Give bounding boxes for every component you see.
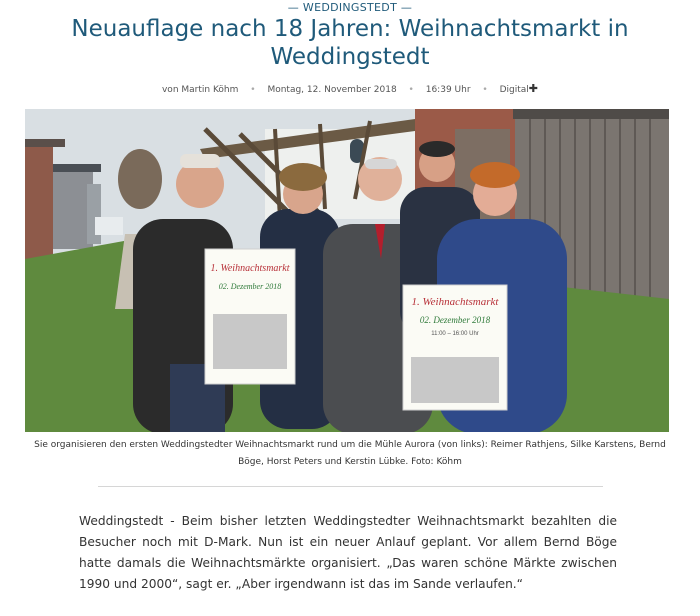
poster-right-time: 11:00 – 16:00 Uhr [431, 331, 479, 337]
meta-separator: • [250, 85, 256, 95]
poster-right [403, 285, 507, 410]
meta-separator: • [482, 85, 488, 95]
kicker-dash-left: — [287, 1, 303, 14]
divider [98, 486, 603, 487]
kicker-dash-right: — [397, 1, 413, 14]
poster-left [205, 249, 295, 384]
poster-right-date: 02. Dezember 2018 [419, 315, 491, 325]
publish-time: 16:39 Uhr [425, 85, 471, 95]
plus-icon[interactable]: ✚ [528, 82, 539, 95]
poster-left-date: 02. Dezember 2018 [218, 282, 282, 291]
article-meta [0, 82, 700, 97]
category-link[interactable] [499, 82, 539, 95]
article-photo [25, 109, 669, 432]
meta-separator: • [408, 85, 414, 95]
poster-left-title: 1. Weihnachtsmarkt [210, 263, 290, 274]
kicker-label[interactable]: WEDDINGSTEDT [302, 1, 398, 14]
article-body: Weddingstedt - Beim bisher letzten Weddingstedter Weihnachtsmarkt bezahlten die Besucher noch mit D-Mark. Nun ist ein neuer Anlauf geplant. Vor allem Bernd Böge hatte damals die Weihnachtsmärkte organisiert. „Das waren schöne Märkte zwischen 1990 und 2000“, sagt er. „Aber irgendwann ist das im Sande verlaufen.“ [79, 514, 617, 591]
photo-caption: Sie organisieren den ersten Weddingstedter Weihnachtsmarkt rund um die Mühle Aurora (von links): Reimer Rathjens, Silke Karstens, Bernd Böge, Horst Peters und Kerstin Lübke. Foto: Köhm [34, 440, 666, 467]
category-label: Digital [499, 85, 529, 95]
poster-right-title: 1. Weihnachtsmarkt [411, 296, 499, 308]
author-link[interactable]: von Martin Köhm [161, 85, 239, 95]
publish-date: Montag, 12. November 2018 [267, 85, 397, 95]
photo-illustration [25, 109, 669, 432]
article-headline: Neuauflage nach 18 Jahren: Weihnachtsmarkt in Weddingstedt [71, 16, 629, 70]
section-kicker[interactable] [0, 0, 700, 16]
